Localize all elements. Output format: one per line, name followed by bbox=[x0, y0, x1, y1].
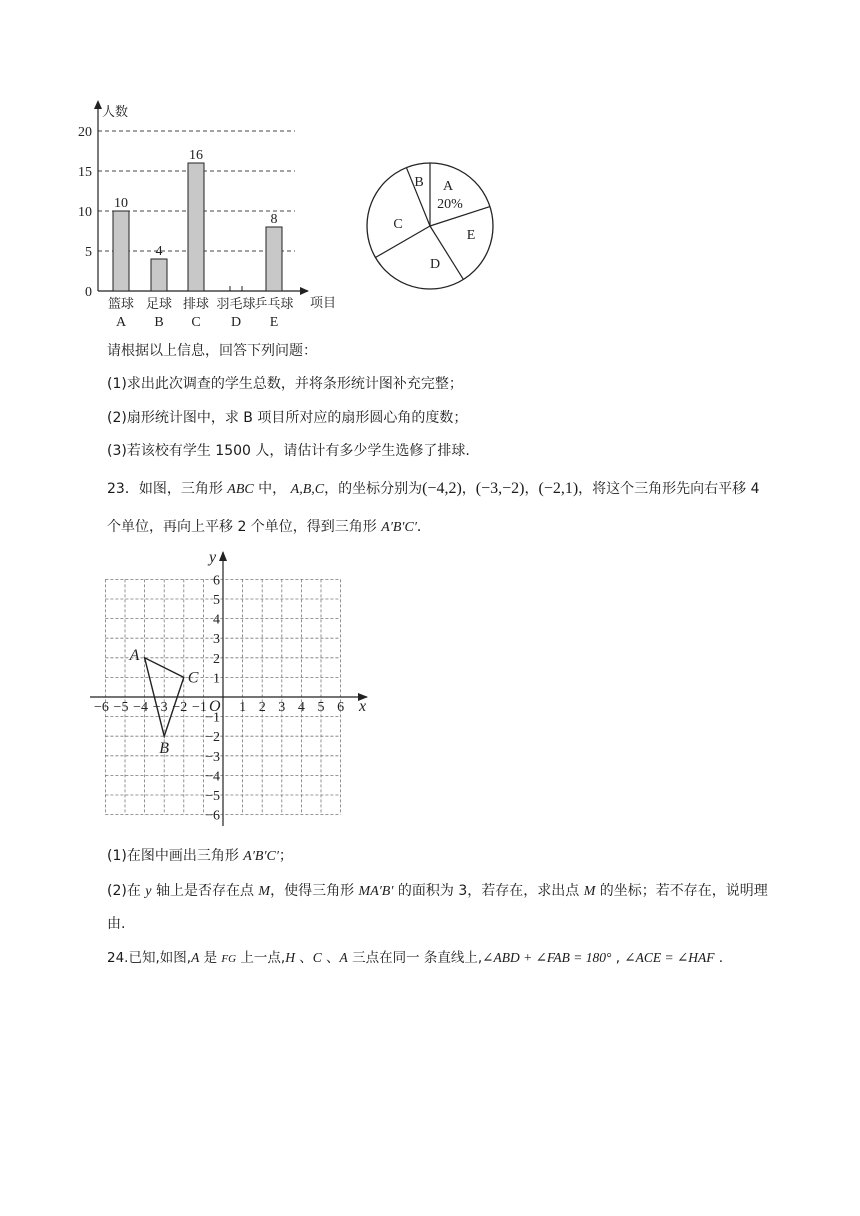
q23-points: A,B,C bbox=[290, 482, 325, 497]
data-label-C: 16 bbox=[189, 148, 203, 163]
y-axis-arrow bbox=[94, 100, 102, 109]
y-tick--1: −1 bbox=[205, 710, 220, 726]
x-tick--1: −1 bbox=[191, 700, 207, 715]
category-label-D: 羽毛球 bbox=[216, 296, 256, 311]
data-label-A: 10 bbox=[114, 196, 128, 211]
y-tick--3: −3 bbox=[205, 749, 220, 765]
x-tick-6: 6 bbox=[337, 700, 345, 715]
q23-p2-a: (2)在 bbox=[107, 883, 146, 899]
q24-line bbox=[107, 946, 723, 966]
y-tick--6: −6 bbox=[205, 808, 220, 824]
q23-line2-text: 个单位，再向上平移 2 个单位，得到三角形 bbox=[107, 519, 382, 535]
q23-p1-end: ； bbox=[278, 848, 293, 864]
q23-p1-triangle: A′B′C′ bbox=[243, 849, 279, 864]
q24-cc: C bbox=[312, 950, 322, 965]
category-label-A: 篮球 bbox=[107, 296, 135, 311]
y-axis-arrow bbox=[219, 551, 227, 561]
q24-e: 、 bbox=[321, 950, 340, 966]
category-label-B: 足球 bbox=[145, 296, 173, 311]
y-tick-label-5: 5 bbox=[85, 245, 92, 260]
q24-eq1: ∠ABD + ∠FAB = 180° bbox=[482, 950, 612, 965]
bar-A bbox=[113, 211, 129, 291]
point-a-label: A bbox=[129, 646, 140, 664]
y-tick-label-20: 20 bbox=[78, 125, 92, 140]
q24-c: 上一点, bbox=[236, 950, 286, 966]
q23-p2-m: M bbox=[258, 884, 271, 899]
bar-chart-marks bbox=[113, 163, 282, 291]
x-tick-4: 4 bbox=[297, 700, 305, 715]
y-tick-label-10: 10 bbox=[78, 205, 92, 220]
category-letter-E: E bbox=[269, 315, 279, 330]
q24-b: 是 bbox=[199, 950, 222, 966]
y-tick-label-15: 15 bbox=[78, 165, 92, 180]
q23-p2-y: y bbox=[145, 884, 152, 899]
y-tick-3: 3 bbox=[213, 632, 220, 648]
q22-part3: (3)若该校有学生 1500 人，请估计有多少学生选修了排球. bbox=[107, 443, 470, 459]
axes bbox=[90, 551, 368, 826]
q23-p2-b: 轴上是否存在点 bbox=[151, 883, 259, 899]
category-label-C: 排球 bbox=[182, 296, 210, 311]
category-letter-D: D bbox=[230, 315, 242, 330]
q23-part2 bbox=[107, 880, 768, 900]
q23-coord-a: (−4,2) bbox=[422, 480, 462, 497]
q23-number: 23． bbox=[107, 481, 139, 497]
bar-chart bbox=[60, 95, 350, 335]
y-tick--4: −4 bbox=[205, 769, 220, 785]
q23-prime-triangle: A′B′C′ bbox=[381, 520, 417, 535]
x-tick--3: −3 bbox=[152, 700, 168, 715]
pie-divider-2 bbox=[375, 226, 430, 258]
origin-label: O bbox=[209, 698, 221, 715]
pie-label-E: E bbox=[466, 228, 476, 243]
q23-p2-tri: MA′B′ bbox=[358, 884, 394, 899]
pie-chart bbox=[360, 158, 500, 298]
q24-eq2: ∠ACE = ∠HAF bbox=[624, 950, 715, 965]
q24-a: 已知,如图, bbox=[128, 950, 192, 966]
y-tick-6: 6 bbox=[213, 573, 220, 589]
y-tick-1: 1 bbox=[213, 671, 220, 687]
q24-f: 三点在同一 条直线上, bbox=[347, 950, 483, 966]
x-tick-2: 2 bbox=[258, 700, 266, 715]
q24-number: 24. bbox=[107, 950, 129, 966]
x-axis-label: x bbox=[359, 698, 367, 715]
x-tick--5: −5 bbox=[113, 700, 129, 715]
bar-B bbox=[151, 259, 167, 291]
category-letter-A: A bbox=[115, 315, 127, 330]
category-letter-B: B bbox=[154, 315, 164, 330]
x-axis-arrow bbox=[300, 287, 309, 295]
point-c-label: C bbox=[187, 669, 199, 687]
q23-p1-text: (1)在图中画出三角形 bbox=[107, 848, 244, 864]
q24-g: , bbox=[611, 950, 625, 966]
y-axis-label: y bbox=[209, 549, 217, 566]
q23-p2-e: 的坐标；若不存在，说明理 bbox=[595, 883, 768, 899]
y-tick--2: −2 bbox=[205, 730, 220, 746]
y-tick-4: 4 bbox=[213, 612, 220, 628]
q23-text-d: ，将这个三角形先向右平移 4 bbox=[578, 481, 760, 497]
x-tick-1: 1 bbox=[239, 700, 247, 715]
y-tick--5: −5 bbox=[205, 789, 220, 804]
q23-part2-cont: 由. bbox=[107, 916, 126, 932]
y-axis-label: 人数 bbox=[102, 104, 129, 119]
data-label-B: 4 bbox=[155, 244, 163, 259]
q24-a1: A bbox=[191, 950, 200, 965]
q23-coord-b: (−3,−2) bbox=[475, 480, 525, 497]
bar-C bbox=[188, 163, 204, 291]
pie-label-D: D bbox=[429, 257, 441, 272]
q23-line1: 23．如图，三角形 ABC 中， A,B,C，的坐标分别为(−4,2)，(−3,−2)，(−2,1)，将这个三角形先向右平移 4 bbox=[107, 480, 760, 497]
q23-line2-end: ． bbox=[416, 519, 431, 535]
point-b-label: B bbox=[159, 740, 169, 758]
pie-label-C: C bbox=[393, 217, 403, 232]
q24-d: 、 bbox=[294, 950, 313, 966]
x-tick--6: −6 bbox=[93, 700, 109, 715]
q23-triangle-name: ABC bbox=[227, 482, 254, 497]
x-tick-5: 5 bbox=[317, 700, 325, 715]
q23-line2 bbox=[107, 516, 431, 536]
x-axis-label: 项目 bbox=[310, 295, 337, 310]
q23-coord-c: (−2,1) bbox=[538, 480, 579, 497]
y-tick-5: 5 bbox=[213, 593, 220, 608]
category-letter-C: C bbox=[191, 315, 201, 330]
y-tick-2: 2 bbox=[213, 651, 220, 667]
pie-annotation-A: 20% bbox=[437, 197, 463, 212]
q23-p2-c: ，使得三角形 bbox=[270, 883, 359, 899]
q24-h: H bbox=[285, 950, 295, 965]
q23-text-a: 如图，三角形 bbox=[138, 481, 228, 497]
q23-text-b: 中， bbox=[253, 481, 291, 497]
bar-E bbox=[266, 227, 282, 291]
q24-fg: FG bbox=[221, 953, 237, 965]
q22-part1: (1)求出此次调查的学生总数，并将条形统计图补充完整； bbox=[107, 376, 463, 392]
pie-slice-labels bbox=[393, 175, 475, 272]
x-tick--4: −4 bbox=[133, 700, 149, 715]
q24-a2: A bbox=[339, 950, 348, 965]
x-tick--2: −2 bbox=[172, 700, 188, 715]
data-label-E: 8 bbox=[270, 212, 278, 227]
tick-labels bbox=[94, 549, 366, 824]
q23-p2-m2: M bbox=[583, 884, 596, 899]
q23-part1 bbox=[107, 845, 293, 865]
q23-text-c: ，的坐标分别为 bbox=[324, 481, 423, 497]
x-tick-3: 3 bbox=[278, 700, 286, 715]
y-tick-label-0: 0 bbox=[85, 285, 92, 300]
q22-intro: 请根据以上信息，回答下列问题： bbox=[107, 343, 317, 359]
pie-label-B: B bbox=[414, 175, 424, 190]
category-label-E: 乒乓球 bbox=[254, 296, 294, 311]
coordinate-grid bbox=[85, 548, 375, 833]
q24-h-end: . bbox=[714, 950, 724, 966]
q22-part2: (2)扇形统计图中，求 B 项目所对应的扇形圆心角的度数； bbox=[107, 410, 468, 426]
q23-p2-d: 的面积为 3，若存在，求出点 bbox=[393, 883, 584, 899]
pie-label-A: A bbox=[442, 179, 454, 194]
